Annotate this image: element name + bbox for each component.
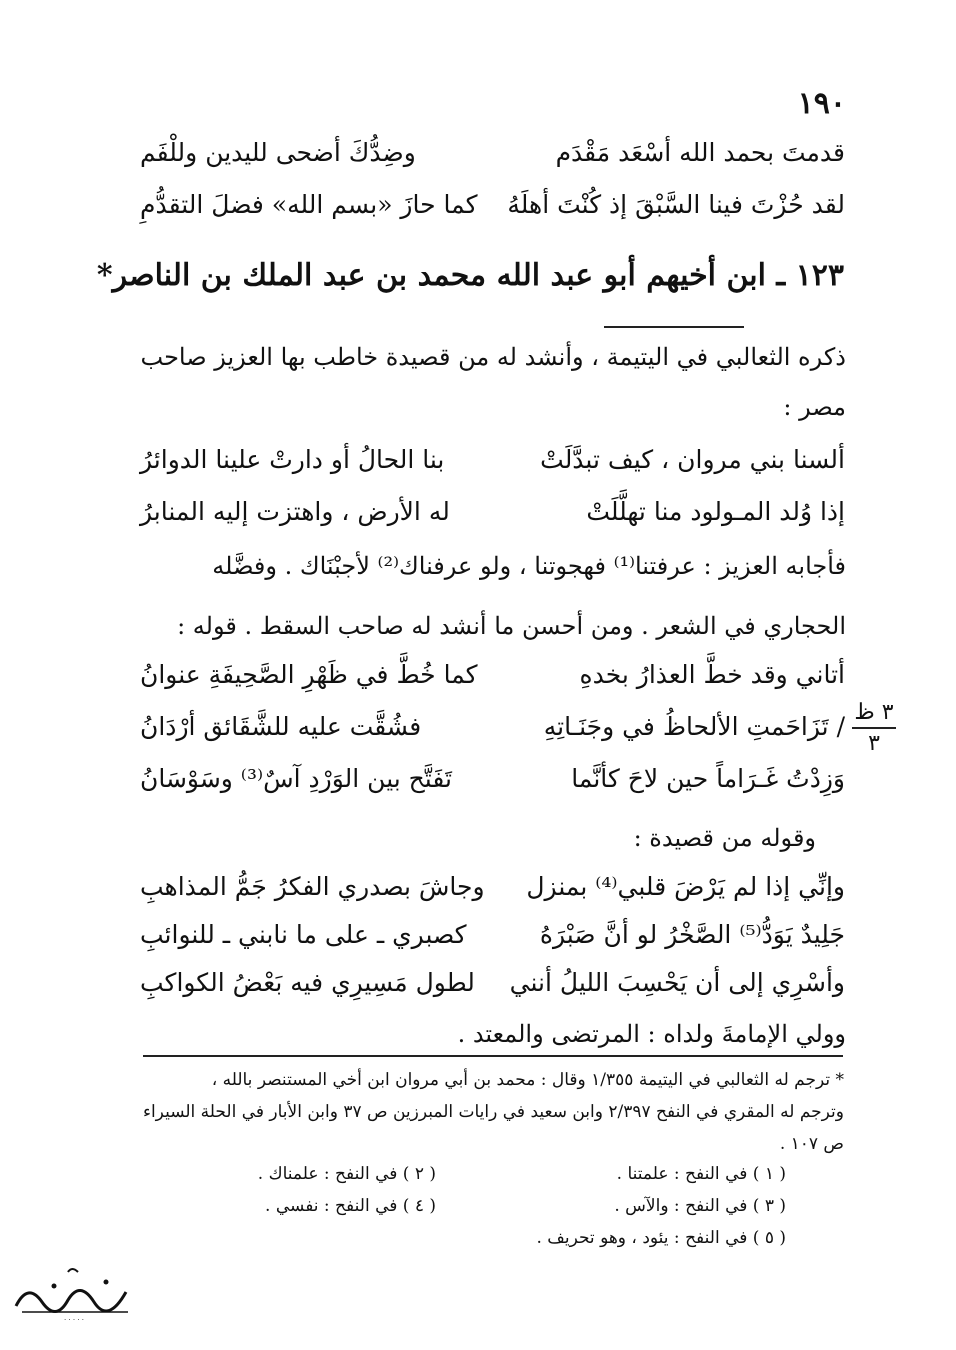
verse-hemistich-first: وإنِّي إذا لم يَرْضَ قلبي⁽⁴⁾ بمنزل — [526, 872, 845, 901]
verse-line — [140, 190, 845, 236]
prose-line: فأجابه العزيز : عرفتنا⁽¹⁾ فهجوتنا ، ولو عرفناك⁽²⁾ لأجبْنَاك . وفضَّله — [212, 552, 846, 580]
verse-hemistich-first: جَلِيدٌ يَوَدُّ⁽⁵⁾ الصَّخْرُ لو أنَّ صَبْرَهُ — [539, 920, 845, 949]
prose-line: مصر : — [783, 393, 846, 421]
verse-hemistich-second: فشُقَّت عليه للشَّقَائق أرْدَانُ — [140, 712, 422, 741]
verse-hemistich-first: أتاني وقد خطَّ العذارُ بخدهِ — [579, 660, 845, 689]
verse-line — [140, 764, 845, 810]
verse-hemistich-first: / تَزَاحَمتِ الألحاظُ في وجَنَـاتِهِ — [543, 712, 845, 741]
prose-line: ذكره الثعالبي في اليتيمة ، وأنشد له من قصيدة خاطب بها العزيز صاحب — [140, 343, 846, 371]
verse-hemistich-second: لطول مَسِيرِي فيه بَعْضُ الكواكبِ — [140, 968, 475, 997]
verse-hemistich-second: تَفَتَّح بين الوَرْدِ آسٌ⁽³⁾ وسَوْسَانُ — [140, 764, 452, 793]
verse-hemistich-first: لقد حُزْتَ فينا السَّبْقَ إذ كُنْتَ أهلَهُ — [507, 190, 845, 219]
verse-hemistich-first: وَزِدْتُ غَـرَاماً حين لاحَ كأنَّما — [571, 764, 845, 793]
footnote-item: ( ٥ ) في النفح : يئود ، وهو تحريف . — [536, 1228, 786, 1248]
verse-hemistich-first: إذا وُلد المـولود منا تهلَّلَتْ — [586, 497, 845, 526]
verse-hemistich-second: بنا الحالُ أو دارتْ علينا الدوائرُ — [140, 445, 445, 474]
verse-hemistich-first: وأسْرِي إلى أن يَحْسِبَ الليلُ أنني — [509, 968, 845, 997]
verse-hemistich-second: له الأرض ، واهتزت إليه المنابرُ — [140, 497, 450, 526]
verse-hemistich-second: وجاشَ بصدري الفكرُ جَمُّ المذاهبِ — [140, 872, 485, 901]
footnote-item: ( ٢ ) في النفح : علمناك . — [257, 1164, 436, 1184]
folio-bottom: ٣ — [868, 731, 880, 756]
verse-hemistich-second: كما خُطَّ في ظَهْرِ الصَّحِيفَةِ عنوانُ — [140, 660, 478, 689]
footnote-line: * ترجم له الثعالبي في اليتيمة ١/٣٥٥ وقال : محمد بن أبي مروان ابن أخي المستنصر بالله ، — [211, 1070, 844, 1090]
verse-hemistich-first: ألسنا بني مروان ، كيف تبدَّلَتْ — [540, 445, 845, 474]
verse-line — [140, 872, 845, 918]
prose-line: وقوله من قصيدة : — [633, 824, 816, 852]
heading-rule — [604, 326, 744, 328]
prose-line: وولي الإمامةَ ولداه : المرتضى والمعتد . — [457, 1020, 846, 1048]
library-logo — [8, 1262, 138, 1324]
folio-top: ٣ ظ — [854, 700, 894, 725]
page-number: ١٩٠ — [797, 86, 846, 121]
verse-line — [140, 920, 845, 966]
footnote-item: ( ٣ ) في النفح : والآس . — [614, 1196, 786, 1216]
folio-divider — [852, 727, 896, 729]
verse-line — [140, 660, 845, 706]
margin-folio-note — [848, 700, 900, 756]
footnote-rule — [143, 1055, 843, 1057]
footnote-line: وترجم له المقري في النفح ٢/٣٩٧ وابن سعيد في رايات المبرزين ص ٣٧ وابن الأبار في الحلة السيراء — [142, 1102, 844, 1122]
verse-hemistich-first: قدمتَ بحمد الله أسْعَد مَقْدَم — [555, 138, 845, 167]
entry-heading: ١٢٣ ـ ابن أخيهم أبو عبد الله محمد بن عبد الملك بن الناصر* — [96, 258, 844, 293]
verse-hemistich-second: وضِدُّكَ أضحى لليدين وللْفَم — [140, 138, 416, 167]
footnote-item: ( ١ ) في النفح : علمتنا . — [616, 1164, 786, 1184]
verse-line — [140, 138, 845, 184]
verse-line — [140, 445, 845, 491]
verse-hemistich-second: كما حازَ «بسم الله» فضلَ التقدُّمِ — [140, 190, 478, 219]
verse-line — [140, 968, 845, 1014]
footnote-item: ( ٤ ) في النفح : نفسي . — [265, 1196, 436, 1216]
prose-line: الحجاري في الشعر . ومن أحسن ما أنشد له صاحب السقط . قوله : — [177, 612, 846, 640]
svg-text:· · · · ·: · · · · · — [63, 1316, 85, 1324]
verse-hemistich-second: كصبري ـ على ما نابني ـ للنوائبِ — [140, 920, 467, 949]
verse-line — [140, 712, 845, 758]
verse-line — [140, 497, 845, 543]
footnote-line: ص ١٠٧ . — [779, 1134, 844, 1154]
